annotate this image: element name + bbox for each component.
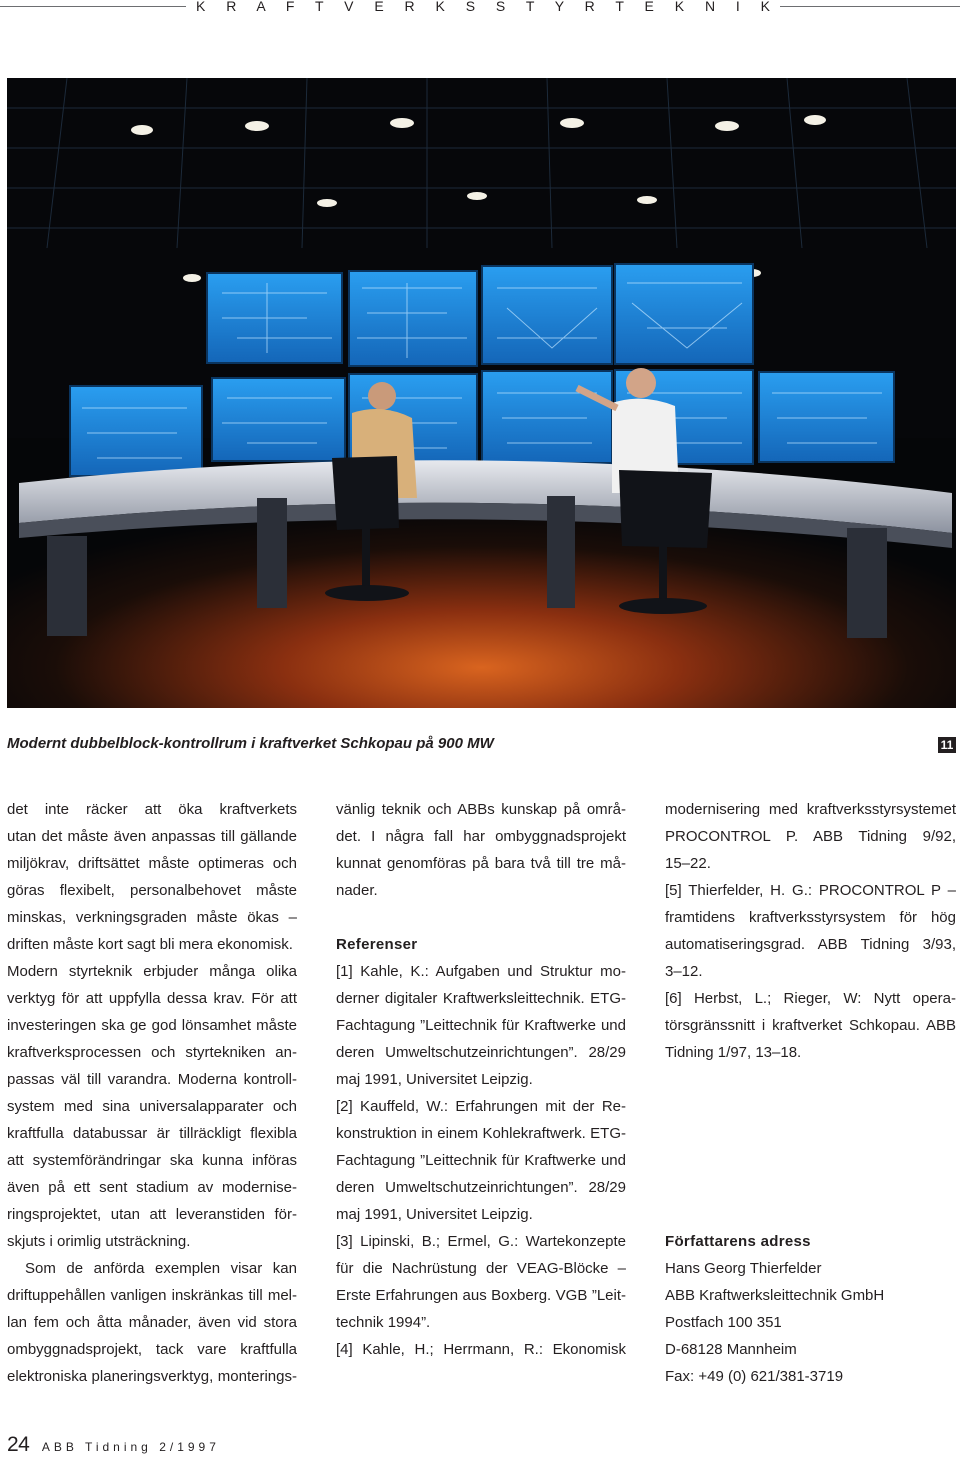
publication-name: ABB Tidning 2/1997 xyxy=(41,1440,220,1454)
text-line: driftuppehållen vanligen inskränkas till mel- xyxy=(7,1287,297,1304)
text-line: lan fem och åtta månader, även vid stora xyxy=(7,1314,297,1331)
text-line: även på ett sent stadium av modernise- xyxy=(7,1179,297,1196)
text-line: att systemförändringar ska kunna införas xyxy=(7,1152,297,1169)
body-column-3 xyxy=(665,796,956,1390)
reference-line: törsgränssnitt i kraftverket Schkopau. ABB xyxy=(665,1017,956,1034)
text-line: skjuts i orimlig utsträckning. xyxy=(7,1233,191,1250)
text-line: passas väl till varandra. Moderna kontroll- xyxy=(7,1071,297,1088)
references-heading: Referenser xyxy=(336,936,418,953)
reference-line: technik 1994”. xyxy=(336,1314,431,1331)
reference-line: deren Umweltschutzeinrichtungen”. 28/29 xyxy=(336,1179,626,1196)
reference-line: PROCONTROL P. ABB Tidning 9/92, xyxy=(665,828,956,845)
reference-line: automatiseringsgrad. ABB Tidning 3/93, xyxy=(665,936,956,953)
body-column-2 xyxy=(336,796,626,1363)
text-line: investeringen ska ge god lönsamhet måste xyxy=(7,1017,297,1034)
text-line: verktyg för att uppfylla dessa krav. För att xyxy=(7,990,297,1007)
text-line: nader. xyxy=(336,882,378,899)
spacer xyxy=(665,1174,956,1201)
author-address-line: D-68128 Mannheim xyxy=(665,1341,797,1358)
text-line: ombyggnadsprojekt, tack vare kraftfulla xyxy=(7,1341,297,1358)
reference-line: maj 1991, Universitet Leipzig. xyxy=(336,1071,533,1088)
text-line: Modern styrteknik erbjuder många olika xyxy=(7,963,297,980)
text-line: kraftverksprocessen och styrtekniken an- xyxy=(7,1044,297,1061)
text-line: det. I några fall har ombyggnadsprojekt xyxy=(336,828,626,845)
spacer xyxy=(665,1147,956,1174)
reference-line: derner digitaler Kraftwerksleittechnik. ETG- xyxy=(336,990,626,1007)
spacer xyxy=(665,1201,956,1228)
author-address-line: Hans Georg Thierfelder xyxy=(665,1260,822,1277)
spacer xyxy=(665,1066,956,1093)
header-rule-right xyxy=(780,6,960,7)
reference-line: für die Nachrüstung der VEAG-Blöcke – xyxy=(336,1260,626,1277)
author-address-line: ABB Kraftwerksleittechnik GmbH xyxy=(665,1287,885,1304)
reference-line: [5] Thierfelder, H. G.: PROCONTROL P – xyxy=(665,882,956,899)
text-line: det inte räcker att öka kraftverkets xyxy=(7,801,297,818)
reference-line: Tidning 1/97, 13–18. xyxy=(665,1044,802,1061)
body-column-1 xyxy=(7,796,297,1390)
text-line: kraftfulla databussar är tillräckligt flexibla xyxy=(7,1125,297,1142)
reference-line: deren Umweltschutzeinrichtungen”. 28/29 xyxy=(336,1044,626,1061)
reference-line: 15–22. xyxy=(665,855,711,872)
text-line: utan det måste även anpassas till gällande xyxy=(7,828,297,845)
reference-line: [1] Kahle, K.: Aufgaben und Struktur mo- xyxy=(336,963,626,980)
text-line: Som de anförda exemplen visar kan xyxy=(25,1260,297,1277)
spacer xyxy=(665,1093,956,1120)
author-address-line: Postfach 100 351 xyxy=(665,1314,782,1331)
reference-line: Fachtagung ”Leittechnik für Kraftwerke und xyxy=(336,1152,626,1169)
reference-line: maj 1991, Universitet Leipzig. xyxy=(336,1206,533,1223)
reference-line: [2] Kauffeld, W.: Erfahrungen mit der Re- xyxy=(336,1098,626,1115)
reference-line: konstruktion in einem Kohlekraftwerk. ETG- xyxy=(336,1125,626,1142)
running-header-title: K R A F T V E R K S S T Y R T E K N I K xyxy=(196,0,770,14)
figure-number-badge: 11 xyxy=(938,737,956,753)
control-room-photo xyxy=(7,78,956,708)
text-line: ringsprojektet, utan att leveranstiden för- xyxy=(7,1206,297,1223)
spacer xyxy=(336,904,626,931)
text-line: driften måste kort sagt bli mera ekonomisk. xyxy=(7,936,293,953)
spacer xyxy=(665,1120,956,1147)
text-line: kunnat genomföras på bara två till tre må- xyxy=(336,855,626,872)
text-line: minskas, verkningsgraden måste ökas – xyxy=(7,909,297,926)
reference-line: [6] Herbst, L.; Rieger, W: Nytt opera- xyxy=(665,990,956,1007)
text-line: elektroniska planeringsverktyg, monterings- xyxy=(7,1368,297,1385)
reference-line: [3] Lipinski, B.; Ermel, G.: Wartekonzepte xyxy=(336,1233,626,1250)
text-line: system med sina universalapparater och xyxy=(7,1098,297,1115)
reference-line: modernisering med kraftverksstyrsystemet xyxy=(665,801,956,818)
text-line: vänlig teknik och ABBs kunskap på områ- xyxy=(336,801,626,818)
page-number: 24 xyxy=(7,1433,30,1456)
reference-line: 3–12. xyxy=(665,963,703,980)
text-line: miljökrav, driftsättet måste optimeras och xyxy=(7,855,297,872)
author-address-line: Fax: +49 (0) 621/381-3719 xyxy=(665,1368,844,1385)
reference-line: framtidens kraftverksstyrsystem för hög xyxy=(665,909,956,926)
figure-caption: Modernt dubbelblock-kontrollrum i kraftverket Schkopau på 900 MW xyxy=(7,735,494,752)
reference-line: Erste Erfahrungen aus Boxberg. VGB ”Leit- xyxy=(336,1287,626,1304)
header-rule-left xyxy=(0,6,186,7)
author-address-heading: Författarens adress xyxy=(665,1233,811,1250)
reference-line: [4] Kahle, H.; Herrmann, R.: Ekonomisk xyxy=(336,1341,626,1358)
running-header xyxy=(0,0,960,14)
reference-line: Fachtagung ”Leittechnik für Kraftwerke und xyxy=(336,1017,626,1034)
page-footer xyxy=(7,1433,220,1457)
text-line: göras flexibelt, personalbehovet måste xyxy=(7,882,297,899)
